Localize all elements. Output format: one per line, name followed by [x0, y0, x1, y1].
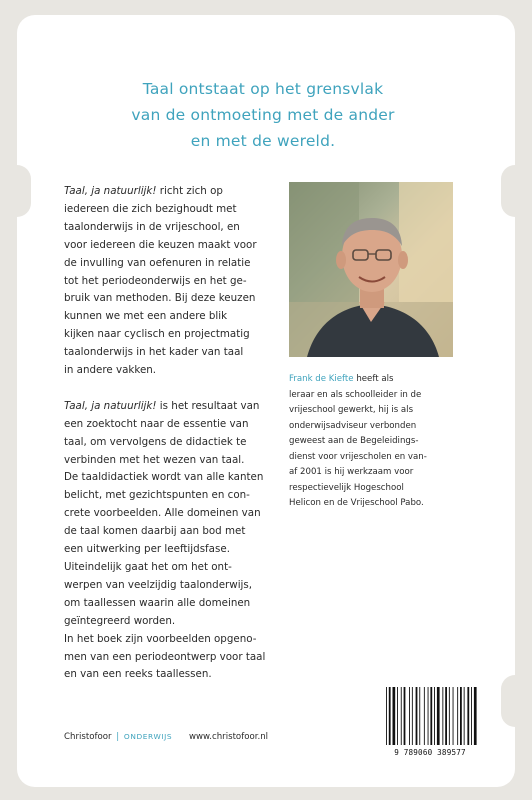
barcode-bar: [409, 687, 410, 745]
blurb-line: de invulling van oefenuren in relatie: [64, 256, 251, 269]
blurb-line: iedereen die zich bezighoudt met: [64, 202, 237, 215]
barcode-bar: [393, 687, 396, 745]
blurb-line: belicht, met gezichtspunten en con-: [64, 489, 250, 502]
barcode-bar: [424, 687, 425, 745]
book-title: Taal, ja natuurlijk!: [64, 399, 157, 412]
barcode-bar: [401, 687, 402, 745]
blurb-line: een uitwerking per leeftijdsfase.: [64, 543, 230, 556]
blurb-line: taal, om vervolgens de didactiek te: [64, 435, 247, 448]
barcode-bar: [434, 687, 435, 745]
author-photo: [289, 182, 453, 357]
quote-line: van de ontmoeting met de ander: [131, 106, 395, 124]
blurb-line: men van een periodeontwerp voor taal: [64, 650, 266, 663]
publisher-name: Christofoor: [64, 732, 112, 742]
blurb-line: Taal, ja natuurlijk! richt zich op: [64, 185, 223, 197]
bio-line: Helicon en de Vrijeschool Pabo.: [289, 498, 424, 508]
barcode-bar: [457, 687, 458, 745]
bio-line: vrijeschool gewerkt, hij is als: [289, 405, 414, 415]
publisher-footer: [64, 732, 268, 742]
barcode-icon: [382, 685, 478, 747]
blurb-line: De taaldidactiek wordt van alle kanten: [64, 471, 264, 484]
barcode-bar: [453, 687, 454, 745]
blurb-line: en van een reeks taallessen.: [64, 668, 212, 681]
barcode-bar: [386, 687, 387, 745]
bio-line: geweest aan de Begeleidings-: [289, 436, 419, 446]
quote-line: Taal ontstaat op het grensvlak: [142, 80, 384, 98]
author-bio: [289, 372, 469, 512]
book-title: Taal, ja natuurlijk!: [64, 185, 157, 197]
barcode-digits: 9 789060 389577: [394, 748, 466, 757]
blurb-line: In het boek zijn voorbeelden opgeno-: [64, 632, 257, 645]
blurb-line: Uiteindelijk gaat het om het ont-: [64, 561, 232, 574]
blurb-paragraph-2: [64, 398, 294, 685]
barcode-bar: [460, 687, 462, 745]
bio-line: Frank de Kiefte heeft als: [289, 374, 394, 384]
blurb-line: crete voorbeelden. Alle domeinen van: [64, 507, 261, 520]
barcode-bar: [445, 687, 447, 745]
isbn-barcode: [382, 685, 478, 759]
barcode-bar: [389, 687, 391, 745]
barcode-bar: [397, 687, 398, 745]
bio-line: onderwijsadviseur verbonden: [289, 420, 417, 431]
footer-separator: |: [116, 732, 120, 742]
blurb-line: werpen van veelzijdig taalonderwijs,: [64, 578, 253, 591]
blurb-line: de taal komen daarbij aan bod met: [64, 525, 246, 538]
barcode-bar: [449, 687, 450, 745]
cover-notch-left: [17, 165, 31, 217]
barcode-bar: [416, 687, 418, 745]
bio-line: af 2001 is hij werkzaam voor: [289, 467, 414, 477]
barcode-bar: [474, 687, 477, 745]
barcode-bar: [464, 687, 465, 745]
cover-notch-right: [501, 165, 515, 217]
blurb-paragraph-1: [64, 183, 294, 380]
cover-notch-right-lower: [501, 675, 515, 727]
blurb-line: taalonderwijs in het kader van taal: [64, 346, 244, 359]
barcode-bar: [437, 687, 440, 745]
blurb-line: taalonderwijs in de vrijeschool, en: [64, 220, 240, 233]
barcode-bar: [428, 687, 429, 745]
blurb-line: geïntegreerd worden.: [64, 614, 176, 627]
blurb-text: [64, 183, 294, 702]
blurb-line: een zoektocht naar de essentie van: [64, 417, 249, 430]
barcode-bar: [442, 687, 443, 745]
blurb-line: Taal, ja natuurlijk! is het resultaat van: [64, 399, 260, 412]
bio-line: leraar en als schoolleider in de: [289, 389, 422, 400]
barcode-bar: [467, 687, 469, 745]
publisher-url: www.christofoor.nl: [188, 732, 269, 742]
bio-line: respectievelijk Hogeschool: [289, 482, 404, 493]
author-portrait-icon: [289, 182, 453, 357]
barcode-bar: [430, 687, 432, 745]
author-name: Frank de Kiefte: [289, 374, 354, 384]
barcode-bar: [404, 687, 406, 745]
quote-line: en met de wereld.: [190, 132, 336, 150]
barcode-bar: [471, 687, 472, 745]
barcode-bar: [419, 687, 420, 745]
blurb-line: kijken naar cyclisch en projectmatig: [64, 328, 250, 341]
blurb-line: tot het periodeonderwijs en het ge-: [64, 274, 247, 287]
blurb-line: voor iedereen die keuzen maakt voor: [64, 238, 257, 251]
blurb-line: verbinden met het wezen van taal.: [64, 453, 245, 466]
imprint-label: ONDERWIJS: [123, 732, 173, 741]
blurb-line: bruik van methoden. Bij deze keuzen: [64, 292, 256, 305]
blurb-line: in andere vakken.: [64, 364, 157, 377]
bio-line: dienst voor vrijescholen en van-: [289, 451, 427, 462]
barcode-bar: [412, 687, 413, 745]
blurb-line: kunnen we met een andere blik: [64, 310, 228, 323]
blurb-line: om taallessen waarin alle domeinen: [64, 596, 251, 609]
cover-quote: [98, 76, 428, 154]
